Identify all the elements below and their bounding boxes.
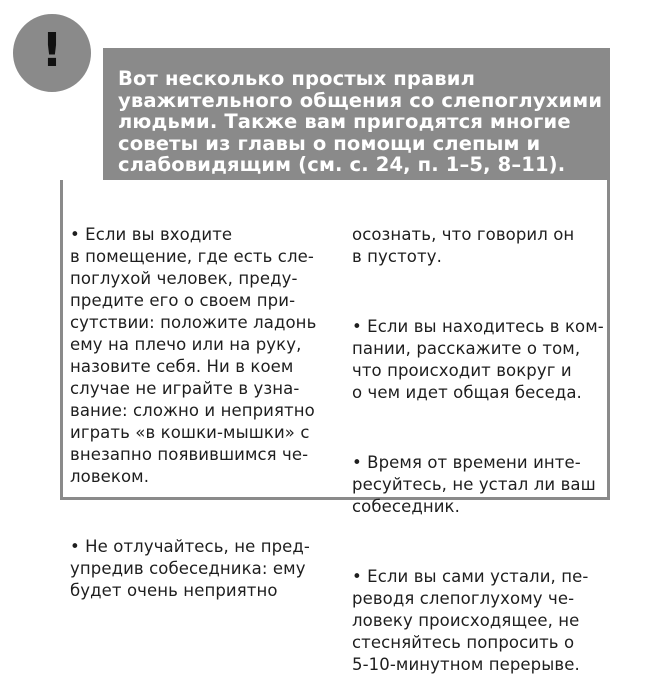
paragraph-announce-presence: • Если вы входите в помещение, где есть сле- поглухой человек, преду- предите его о своем при- сутствии: положите ладонь ему на плечо или на руку, назовите себя. Ни в коем случае не играйте в узна- вание: сложно и неприятно играть «в кошки-мышки» с внезапно появившимся че- ловеком.: [70, 225, 317, 486]
paragraph-describe-surroundings: • Если вы находитесь в ком- пании, расскажите о том, что происходит вокруг и о чем идет общая беседа.: [352, 317, 604, 402]
paragraph-request-break: • Если вы сами устали, пе- реводя слепоглухому че- ловеку происходящее, не стесняйтесь попросить о 5-10-минутном перерыве.: [352, 567, 589, 674]
alert-circle: [7, 8, 97, 98]
exclamation-icon: !: [41, 23, 63, 77]
left-column: [70, 180, 340, 624]
paragraph-continuation: осознать, что говорил он в пустоту.: [352, 225, 575, 266]
paragraph-ask-if-tired: • Время от времени инте- ресуйтесь, не устал ли ваш собеседник.: [352, 453, 596, 516]
paragraph-do-not-leave: • Не отлучайтесь, не пред- упредив собеседника: ему будет очень неприятно: [70, 537, 310, 600]
header-text: Вот несколько простых правил уважительного общения со слепоглухими людьми. Также вам пригодятся многие советы из главы о помощи слепым и слабовидящим (см. с. 24, п. 1–5, 8–11).: [118, 67, 603, 176]
right-column: [352, 180, 602, 698]
